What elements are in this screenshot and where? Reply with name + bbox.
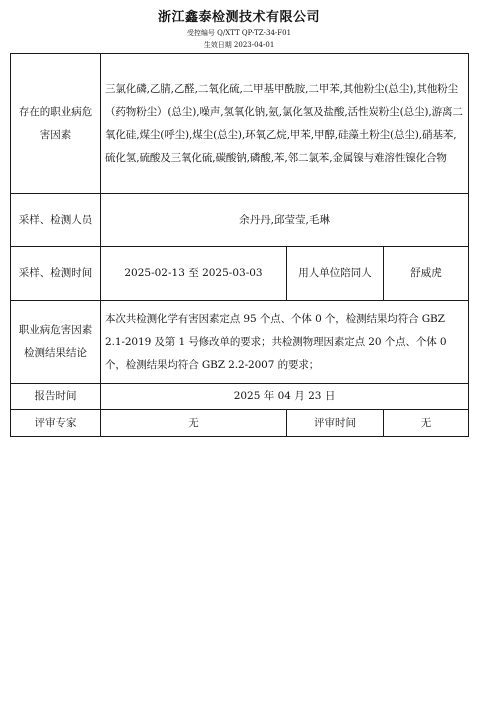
sampling-time-label: 采样、检测时间 <box>11 247 101 301</box>
sampling-time-value: 2025-02-13 至 2025-03-03 <box>101 247 287 301</box>
report-summary-table <box>10 53 469 437</box>
report-time-row <box>11 384 469 410</box>
report-time-value: 2025 年 04 月 23 日 <box>101 384 469 410</box>
escort-label: 用人单位陪同人 <box>287 247 384 301</box>
review-expert-value: 无 <box>101 410 287 437</box>
conclusion-row <box>11 301 469 384</box>
review-time-label: 评审时间 <box>287 410 384 437</box>
escort-value: 舒威虎 <box>384 247 469 301</box>
review-time-value: 无 <box>384 410 469 437</box>
conclusion-value: 本次共检测化学有害因素定点 95 个点、个体 0 个，检测结果均符合 GBZ 2.1-2019 及第 1 号修改单的要求；共检测物理因素定点 20 个点、个体 0 个，检测结果均符合 GBZ 2.2-2007 的要求； <box>101 301 469 384</box>
hazards-value: 三氯化磷,乙腈,乙醛,二氧化硫,二甲基甲酰胺,二甲苯,其他粉尘(总尘),其他粉尘（药物粉尘）(总尘),噪声,氢氧化钠,氨,氯化氢及盐酸,活性炭粉尘(总尘),游离二氧化硅,煤尘(呼尘),煤尘(总尘),环氧乙烷,甲苯,甲醇,硅藻土粉尘(总尘),硝基苯,硫化氢,硫酸及三氧化硫,碳酸钠,磷酸,苯,邻二氯苯,金属镍与难溶性镍化合物 <box>101 54 469 194</box>
document-header <box>0 0 478 51</box>
review-expert-label: 评审专家 <box>11 410 101 437</box>
hazards-row <box>11 54 469 194</box>
samplers-row <box>11 194 469 247</box>
samplers-value: 余丹丹,邱莹莹,毛琳 <box>101 194 469 247</box>
samplers-label: 采样、检测人员 <box>11 194 101 247</box>
conclusion-label: 职业病危害因素检测结果结论 <box>11 301 101 384</box>
report-time-label: 报告时间 <box>11 384 101 410</box>
sampling-time-row <box>11 247 469 301</box>
company-name: 浙江鑫泰检测技术有限公司 <box>157 10 320 25</box>
control-number: 受控编号 Q/XTT QP-TZ-34-F01 <box>186 29 292 37</box>
review-row <box>11 410 469 437</box>
hazards-label: 存在的职业病危害因素 <box>11 54 101 194</box>
effective-date: 生效日期 2023-04-01 <box>203 41 275 49</box>
